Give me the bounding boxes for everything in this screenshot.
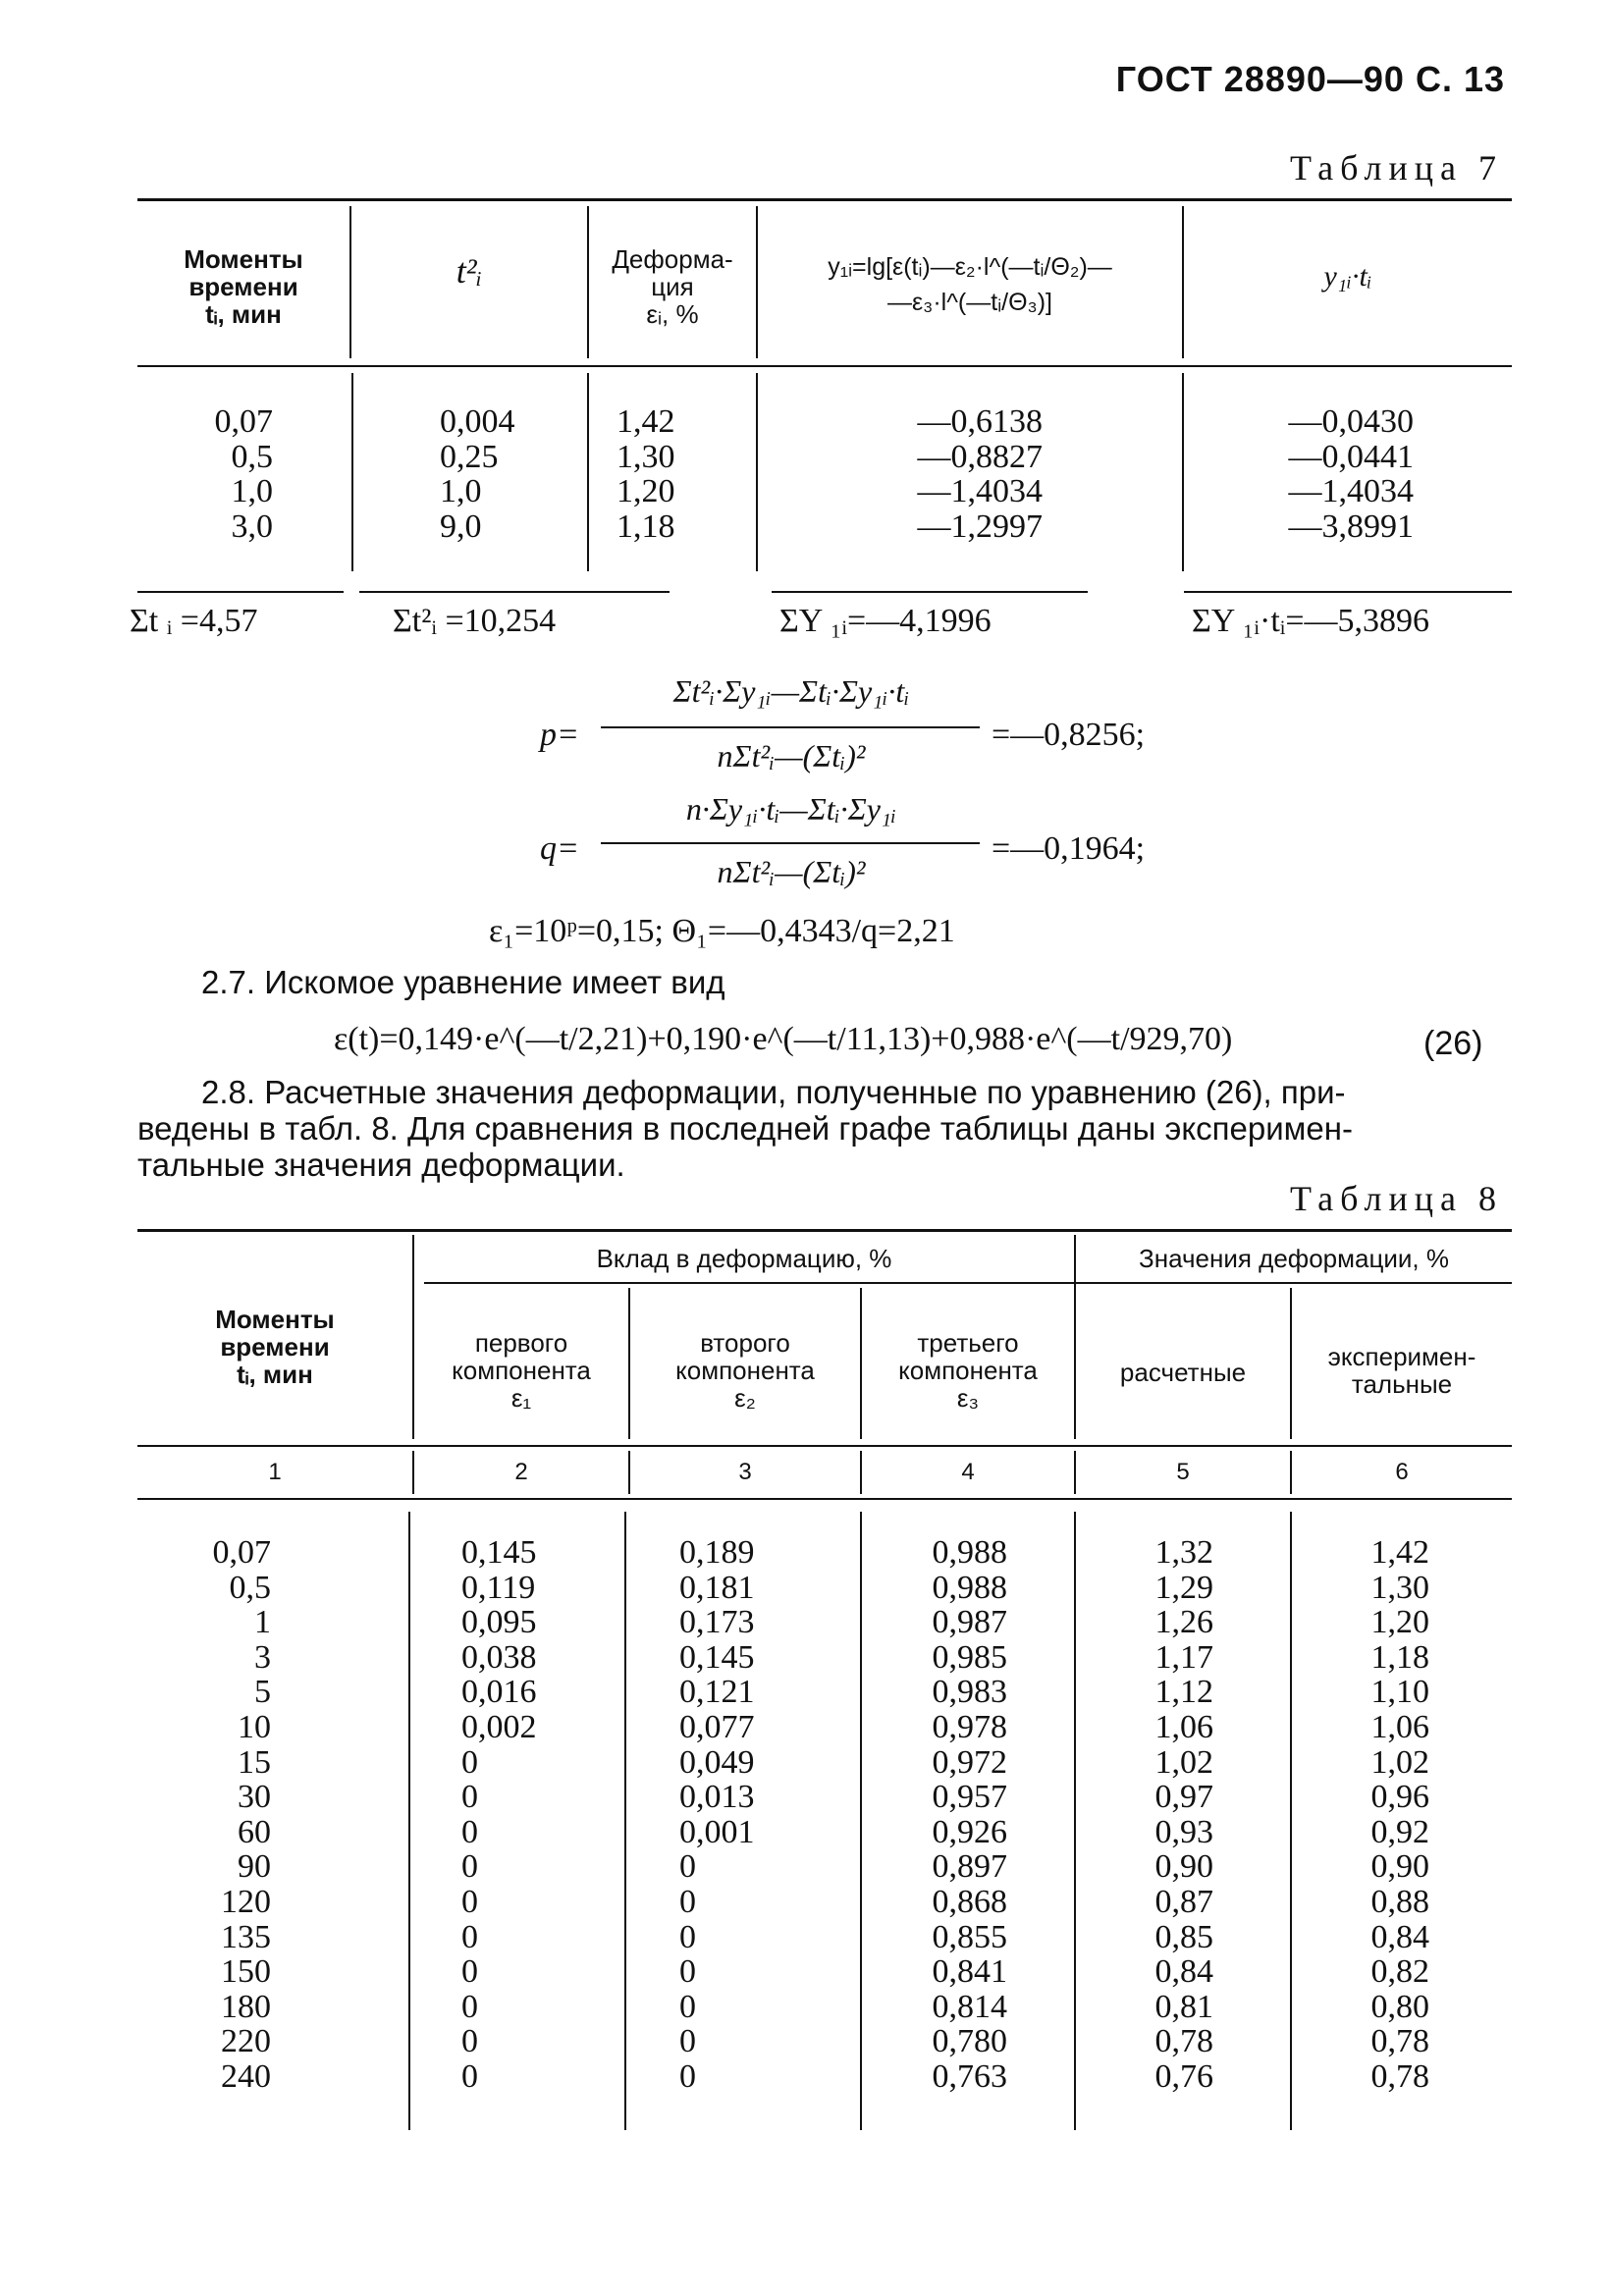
table7-cell: —0,0430 <box>1288 403 1414 440</box>
table8-cell: 0,841 <box>932 1953 1007 1991</box>
formula-p-denominator: nΣt²ᵢ—(Σtᵢ)² <box>717 738 866 774</box>
table8-cell: 0 <box>461 1813 478 1850</box>
equation-26: ε(t)=0,149·e^(—t/2,21)+0,190·e^(—t/11,13)+0,988·e^(—t/929,70) <box>334 1021 1233 1057</box>
table8-cell: 0,145 <box>679 1638 755 1676</box>
table7-col-eps <box>617 404 744 544</box>
table8-cell: 0 <box>461 2057 478 2095</box>
table7-cell: 1,42 <box>617 403 675 440</box>
formula-q-fraction-bar <box>601 842 980 844</box>
table8-cell: 220 <box>221 2023 271 2060</box>
table8-cell: 0 <box>461 1918 478 1955</box>
table8-cell: 0,82 <box>1370 1953 1429 1991</box>
table8-numbers-rule <box>137 1498 1512 1500</box>
table8-col-third <box>884 1535 1007 2095</box>
table8-cell: 0,897 <box>932 1848 1007 1886</box>
table7-col-t2 <box>440 404 577 544</box>
table8-vline <box>1290 1512 1292 2130</box>
table8-cell: 0,957 <box>932 1779 1007 1816</box>
formula-p-fraction-bar <box>601 726 980 728</box>
table7-sum-rule <box>1184 591 1512 593</box>
table7-header-rule <box>137 365 1512 367</box>
table8-cell: 150 <box>221 1953 271 1991</box>
table8-header-second: второго компонента ε₂ <box>675 1328 815 1413</box>
table8-cell: 0,181 <box>679 1569 755 1606</box>
table7-cell: 1,30 <box>617 438 675 475</box>
table8-cell: 0,926 <box>932 1813 1007 1850</box>
table7-cell: 0,5 <box>231 438 273 475</box>
table8-cell: 1,26 <box>1154 1604 1213 1641</box>
table8-vline <box>1074 1512 1076 2130</box>
table8-cell: 0,90 <box>1154 1848 1213 1886</box>
table8-cell: 240 <box>221 2057 271 2095</box>
table8-cell: 10 <box>238 1708 271 1745</box>
table7-header-y-formula: y₁ᵢ=lg[ε(tᵢ)—ε₂·l^(—tᵢ/Θ₂)— —ε₃·l^(—tᵢ/Θ₃)] <box>828 253 1112 316</box>
table7-cell: 0,07 <box>214 403 273 440</box>
table8-cell: 0,88 <box>1370 1883 1429 1920</box>
table8-cell: 0,038 <box>461 1638 537 1676</box>
table8-cell: 0,76 <box>1154 2057 1213 2095</box>
table7-cell: 1,20 <box>617 473 675 510</box>
table8-cell: 0,189 <box>679 1534 755 1571</box>
table8-col-experimental <box>1306 1535 1429 2095</box>
table8-cell: 0 <box>461 1883 478 1920</box>
table8-header-time: Моменты времени tᵢ, мин <box>215 1305 335 1389</box>
table8-header-third: третьего компонента ε₃ <box>898 1328 1038 1413</box>
table8-cell: 5 <box>254 1674 271 1711</box>
table8-cell: 0,095 <box>461 1604 537 1641</box>
table7-cell: —0,6138 <box>917 403 1043 440</box>
table7-cell: —1,2997 <box>917 507 1043 545</box>
table8-col-number: 2 <box>514 1459 528 1485</box>
table8-header-calculated: расчетные <box>1119 1358 1247 1387</box>
table8-cell: 0,173 <box>679 1604 755 1641</box>
table8-col-number: 5 <box>1176 1459 1190 1485</box>
table8-cell: 1,12 <box>1154 1674 1213 1711</box>
table8-cell: 0,85 <box>1154 1918 1213 1955</box>
table8-cell: 1,17 <box>1154 1638 1213 1676</box>
table8-group-contribution: Вклад в деформацию, % <box>596 1244 892 1273</box>
table8-cell: 0,763 <box>932 2057 1007 2095</box>
page-header: ГОСТ 28890—90 С. 13 <box>1115 59 1505 99</box>
table8-cell: 0,988 <box>932 1569 1007 1606</box>
table8-cell: 0,87 <box>1154 1883 1213 1920</box>
table7-cell: 1,0 <box>440 473 482 510</box>
table7-sum-yt: ΣY ₁ᵢ·tᵢ=—5,3896 <box>1192 603 1430 639</box>
table7-vline <box>1182 373 1184 571</box>
table8-col-second <box>679 1535 836 2095</box>
formula-q-denominator: nΣt²ᵢ—(Σtᵢ)² <box>717 854 866 889</box>
table8-cell: 0,96 <box>1370 1779 1429 1816</box>
table8-cell: 0,049 <box>679 1743 755 1781</box>
table8-cell: 180 <box>221 1988 271 2025</box>
formula-q-label: q= <box>540 830 579 867</box>
table8-cell: 0 <box>679 2023 696 2060</box>
table8-cell: 0,80 <box>1370 1988 1429 2025</box>
table7-cell: —0,0441 <box>1288 438 1414 475</box>
table8-vline <box>624 1512 626 2130</box>
table8-cell: 0 <box>461 1953 478 1991</box>
paragraph-line: 2.8. Расчетные значения деформации, полученные по уравнению (26), при- <box>201 1074 1346 1110</box>
table8-cell: 0,121 <box>679 1674 755 1711</box>
table8-cell: 0 <box>461 1779 478 1816</box>
table8-cell: 0,07 <box>212 1534 271 1571</box>
table8-cell: 0,013 <box>679 1779 755 1816</box>
table8-col-number: 4 <box>961 1459 975 1485</box>
table8-cell: 1,02 <box>1154 1743 1213 1781</box>
table8-cell: 0,78 <box>1370 2023 1429 2060</box>
table7-cell: 0,25 <box>440 438 499 475</box>
table7-cell: 9,0 <box>440 507 482 545</box>
table8-cell: 0,145 <box>461 1534 537 1571</box>
table7-col-y <box>766 404 1043 544</box>
table8-top-rule <box>137 1229 1512 1232</box>
table7-caption: Таблица 7 <box>1290 148 1503 187</box>
table7-col-yt <box>1188 404 1414 544</box>
table7-sum-t: Σt ᵢ =4,57 <box>130 603 258 639</box>
table8-cell: 1,32 <box>1154 1534 1213 1571</box>
table7-cell: 3,0 <box>231 507 273 545</box>
table8-group-values: Значения деформации, % <box>1139 1244 1449 1273</box>
table8-cell: 0,84 <box>1370 1918 1429 1955</box>
table8-cell: 0,93 <box>1154 1813 1213 1850</box>
table8-col-number: 1 <box>268 1459 282 1485</box>
formula-p-numerator: Σt²ᵢ·Σy₁ᵢ—Σtᵢ·Σy₁ᵢ·tᵢ <box>672 673 910 709</box>
table8-cell: 1,06 <box>1154 1708 1213 1745</box>
table7-col-time <box>137 404 273 544</box>
table7-vline <box>756 373 758 571</box>
table8-vline <box>860 1512 862 2130</box>
table8-cell: 0 <box>679 1848 696 1886</box>
table8-cell: 0,119 <box>461 1569 536 1606</box>
section-2-7-text: 2.7. Искомое уравнение имеет вид <box>201 964 725 1000</box>
table8-cell: 0 <box>679 1918 696 1955</box>
table8-cell: 1,06 <box>1370 1708 1429 1745</box>
table8-cell: 0 <box>679 1953 696 1991</box>
table8-cell: 1,30 <box>1370 1569 1429 1606</box>
table8-cell: 1,20 <box>1370 1604 1429 1641</box>
table8-cell: 0,077 <box>679 1708 755 1745</box>
table7-cell: —1,4034 <box>917 473 1043 510</box>
section-2-8-paragraph <box>137 1074 1512 1183</box>
formula-q-result: =—0,1964; <box>992 830 1146 867</box>
table7-cell: —1,4034 <box>1288 473 1414 510</box>
table8-cell: 3 <box>254 1638 271 1676</box>
table8-cell: 0,987 <box>932 1604 1007 1641</box>
table8-header-rule <box>137 1445 1512 1447</box>
table7-header-yt: y₁ᵢ·tᵢ <box>1323 260 1372 293</box>
table8-header-experimental: эксперимен- тальные <box>1327 1342 1476 1399</box>
table8-col-calculated <box>1090 1535 1213 2095</box>
table8-cell: 0 <box>679 2057 696 2095</box>
table8-col-first <box>461 1535 609 2095</box>
table7-vline <box>587 373 589 571</box>
table7-cell: 0,004 <box>440 403 515 440</box>
table8-cell: 0,814 <box>932 1988 1007 2025</box>
table8-cell: 60 <box>238 1813 271 1850</box>
formula-p-result: =—0,8256; <box>992 717 1146 753</box>
table8-cell: 0,988 <box>932 1534 1007 1571</box>
table7-top-rule <box>137 198 1512 201</box>
formula-q-numerator: n·Σy₁ᵢ·tᵢ—Σtᵢ·Σy₁ᵢ <box>685 791 897 827</box>
table7-sum-rule <box>359 591 670 593</box>
table7-sum-rule <box>772 591 1088 593</box>
table8-cell: 0,016 <box>461 1674 537 1711</box>
equation-number: (26) <box>1423 1025 1483 1062</box>
table8-cell: 0 <box>461 1988 478 2025</box>
table7-header-time: Моменты времени tᵢ, мин <box>184 244 303 329</box>
table8-cell: 0,780 <box>932 2023 1007 2060</box>
table8-cell: 0,78 <box>1370 2057 1429 2095</box>
table8-cell: 1,18 <box>1370 1638 1429 1676</box>
table8-col-time <box>137 1535 271 2095</box>
table8-cell: 0,92 <box>1370 1813 1429 1850</box>
table8-cell: 0 <box>461 1848 478 1886</box>
table8-cell: 1 <box>254 1604 271 1641</box>
table8-cell: 0 <box>679 1988 696 2025</box>
table8-vline <box>408 1512 410 2130</box>
table8-col-number: 3 <box>738 1459 752 1485</box>
table8-group-rule <box>424 1282 1512 1284</box>
table8-cell: 135 <box>221 1918 271 1955</box>
paragraph-line: тальные значения деформации. <box>137 1147 625 1183</box>
table7-sum-rule <box>137 591 344 593</box>
table8-cell: 120 <box>221 1883 271 1920</box>
table8-cell: 0,978 <box>932 1708 1007 1745</box>
table7-cell: 1,0 <box>231 473 273 510</box>
table8-cell: 15 <box>238 1743 271 1781</box>
table7-cell: —3,8991 <box>1288 507 1414 545</box>
table7-header-deformation: Деформа- ция εᵢ, % <box>612 244 733 329</box>
table8-cell: 0,81 <box>1154 1988 1213 2025</box>
table8-caption: Таблица 8 <box>1290 1179 1503 1218</box>
table8-cell: 0,001 <box>679 1813 755 1850</box>
formula-p-label: p= <box>540 717 579 753</box>
table8-cell: 0,972 <box>932 1743 1007 1781</box>
table8-cell: 1,42 <box>1370 1534 1429 1571</box>
table8-cell: 0,84 <box>1154 1953 1213 1991</box>
table8-cell: 90 <box>238 1848 271 1886</box>
paragraph-line: ведены в табл. 8. Для сравнения в последней графе таблицы даны эксперимен- <box>137 1110 1353 1147</box>
table8-cell: 0,985 <box>932 1638 1007 1676</box>
table8-cell: 0,5 <box>229 1569 271 1606</box>
table7-vline <box>351 373 353 571</box>
table8-col-number: 6 <box>1395 1459 1409 1485</box>
table8-cell: 0,97 <box>1154 1779 1213 1816</box>
table8-cell: 0,90 <box>1370 1848 1429 1886</box>
table8-cell: 0 <box>461 2023 478 2060</box>
table7-sum-y: ΣY ₁ᵢ=—4,1996 <box>779 603 992 639</box>
table8-cell: 0,855 <box>932 1918 1007 1955</box>
table8-header-first: первого компонента ε₁ <box>452 1328 591 1413</box>
table8-cell: 30 <box>238 1779 271 1816</box>
table7-sum-t2: Σt²ᵢ =10,254 <box>393 603 557 639</box>
table7-header-t2: t²ᵢ <box>456 251 483 291</box>
table7-cell: —0,8827 <box>917 438 1043 475</box>
formula-eps1: ε₁=10ᵖ=0,15; Θ₁=—0,4343/q=2,21 <box>489 913 955 949</box>
table8-cell: 0,868 <box>932 1883 1007 1920</box>
table8-cell: 1,29 <box>1154 1569 1213 1606</box>
table8-cell: 0,002 <box>461 1708 537 1745</box>
table8-cell: 1,10 <box>1370 1674 1429 1711</box>
table8-cell: 0,78 <box>1154 2023 1213 2060</box>
table7-cell: 1,18 <box>617 507 675 545</box>
table8-cell: 0 <box>679 1883 696 1920</box>
table8-cell: 0,983 <box>932 1674 1007 1711</box>
table8-cell: 1,02 <box>1370 1743 1429 1781</box>
table8-cell: 0 <box>461 1743 478 1781</box>
